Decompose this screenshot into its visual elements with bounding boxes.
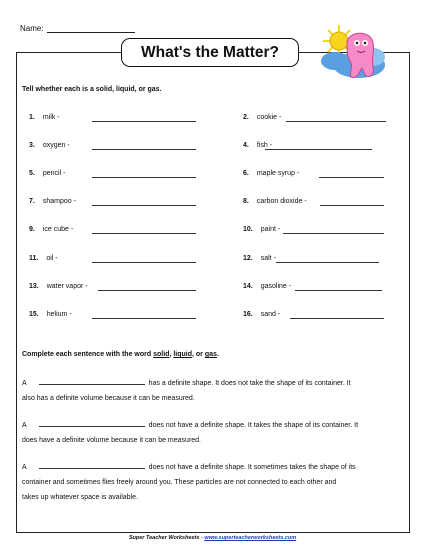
sentence-blank[interactable] [39,461,145,469]
name-line[interactable] [47,24,135,33]
question-item [29,170,65,177]
sentence-blank[interactable] [39,377,145,385]
question-text: pencil - [42,170,66,177]
question-item [243,283,291,290]
answer-blank[interactable] [295,290,382,291]
matter-cartoon-icon [319,23,389,85]
question-number: 14. [243,283,253,290]
question-number: 16. [243,311,253,318]
question-number: 12. [243,255,253,262]
question-number: 11. [29,255,39,262]
word-gas: gas [204,351,217,358]
answer-blank[interactable] [92,177,196,178]
question-text: maple syrup - [256,170,300,177]
question-number: 15. [29,311,39,318]
answer-blank[interactable] [320,205,384,206]
instruction-classify: Tell whether each is a solid, liquid, or gas. [22,86,162,93]
question-text: gasoline - [260,283,292,290]
question-number: 2. [243,114,249,121]
question-item [243,226,280,233]
question-item [29,198,76,205]
question-item [243,198,307,205]
answer-blank[interactable] [286,121,386,122]
question-item [29,114,60,121]
question-text: sand - [260,311,281,318]
question-text: cookie - [256,114,282,121]
answer-blank[interactable] [92,318,196,319]
question-text: paint - [260,226,281,233]
question-text: fish - [256,142,273,149]
word-solid: solid [153,351,170,358]
name-field [20,24,135,33]
answer-blank[interactable] [290,318,384,319]
answer-blank[interactable] [92,262,196,263]
answer-blank[interactable] [276,262,379,263]
question-number: 13. [29,283,39,290]
word-liquid: liquid [173,351,192,358]
question-text: shampoo - [42,198,76,205]
name-label: Name: [20,24,44,33]
answer-blank[interactable] [98,290,196,291]
question-item [29,311,72,318]
blob-character-icon [347,33,374,77]
question-item [29,142,70,149]
answer-blank[interactable] [92,149,196,150]
question-number: 1. [29,114,35,121]
footer-link[interactable]: www.superteacherworksheets.com [204,535,297,541]
question-item [29,283,88,290]
answer-blank[interactable] [283,233,384,234]
question-text: helium - [46,311,72,318]
question-number: 5. [29,170,35,177]
question-text: milk - [42,114,60,121]
question-text: salt - [260,255,276,262]
question-number: 4. [243,142,249,149]
question-text: ice cube - [42,226,74,233]
question-number: 9. [29,226,35,233]
question-number: 6. [243,170,249,177]
footer: Super Teacher Worksheets - www.superteacherworksheets.com [128,535,297,541]
sentence-1: A has a definite shape. It does not take the shape of its container. It also has a definite volume because it can be measured. [22,376,402,406]
answer-blank[interactable] [92,205,196,206]
question-item [243,311,280,318]
question-text: oil - [46,255,58,262]
answer-blank[interactable] [92,121,196,122]
question-number: 8. [243,198,249,205]
instruction-complete: Complete each sentence with the word solid, liquid, or gas. [22,351,219,358]
question-text: carbon dioxide - [256,198,307,205]
question-item [29,226,73,233]
question-number: 7. [29,198,35,205]
question-text: water vapor - [46,283,88,290]
question-item [243,170,299,177]
answer-blank[interactable] [265,149,372,150]
answer-blank[interactable] [319,177,384,178]
question-item [243,255,276,262]
question-item [243,142,272,149]
sentence-blank[interactable] [39,419,145,427]
sentence-3: A does not have a definite shape. It sometimes takes the shape of its container and sometimes flies freely around you. These particles are not connected to each other and takes up whatever space is available. [22,460,402,505]
question-text: oxygen - [42,142,70,149]
sentence-2: A does not have a definite shape. It takes the shape of its container. It does have a definite volume because it can be measured. [22,418,402,448]
answer-blank[interactable] [92,233,196,234]
question-item [243,114,281,121]
worksheet-title: What's the Matter? [121,38,299,67]
question-item [29,255,58,262]
question-number: 10. [243,226,253,233]
question-number: 3. [29,142,35,149]
